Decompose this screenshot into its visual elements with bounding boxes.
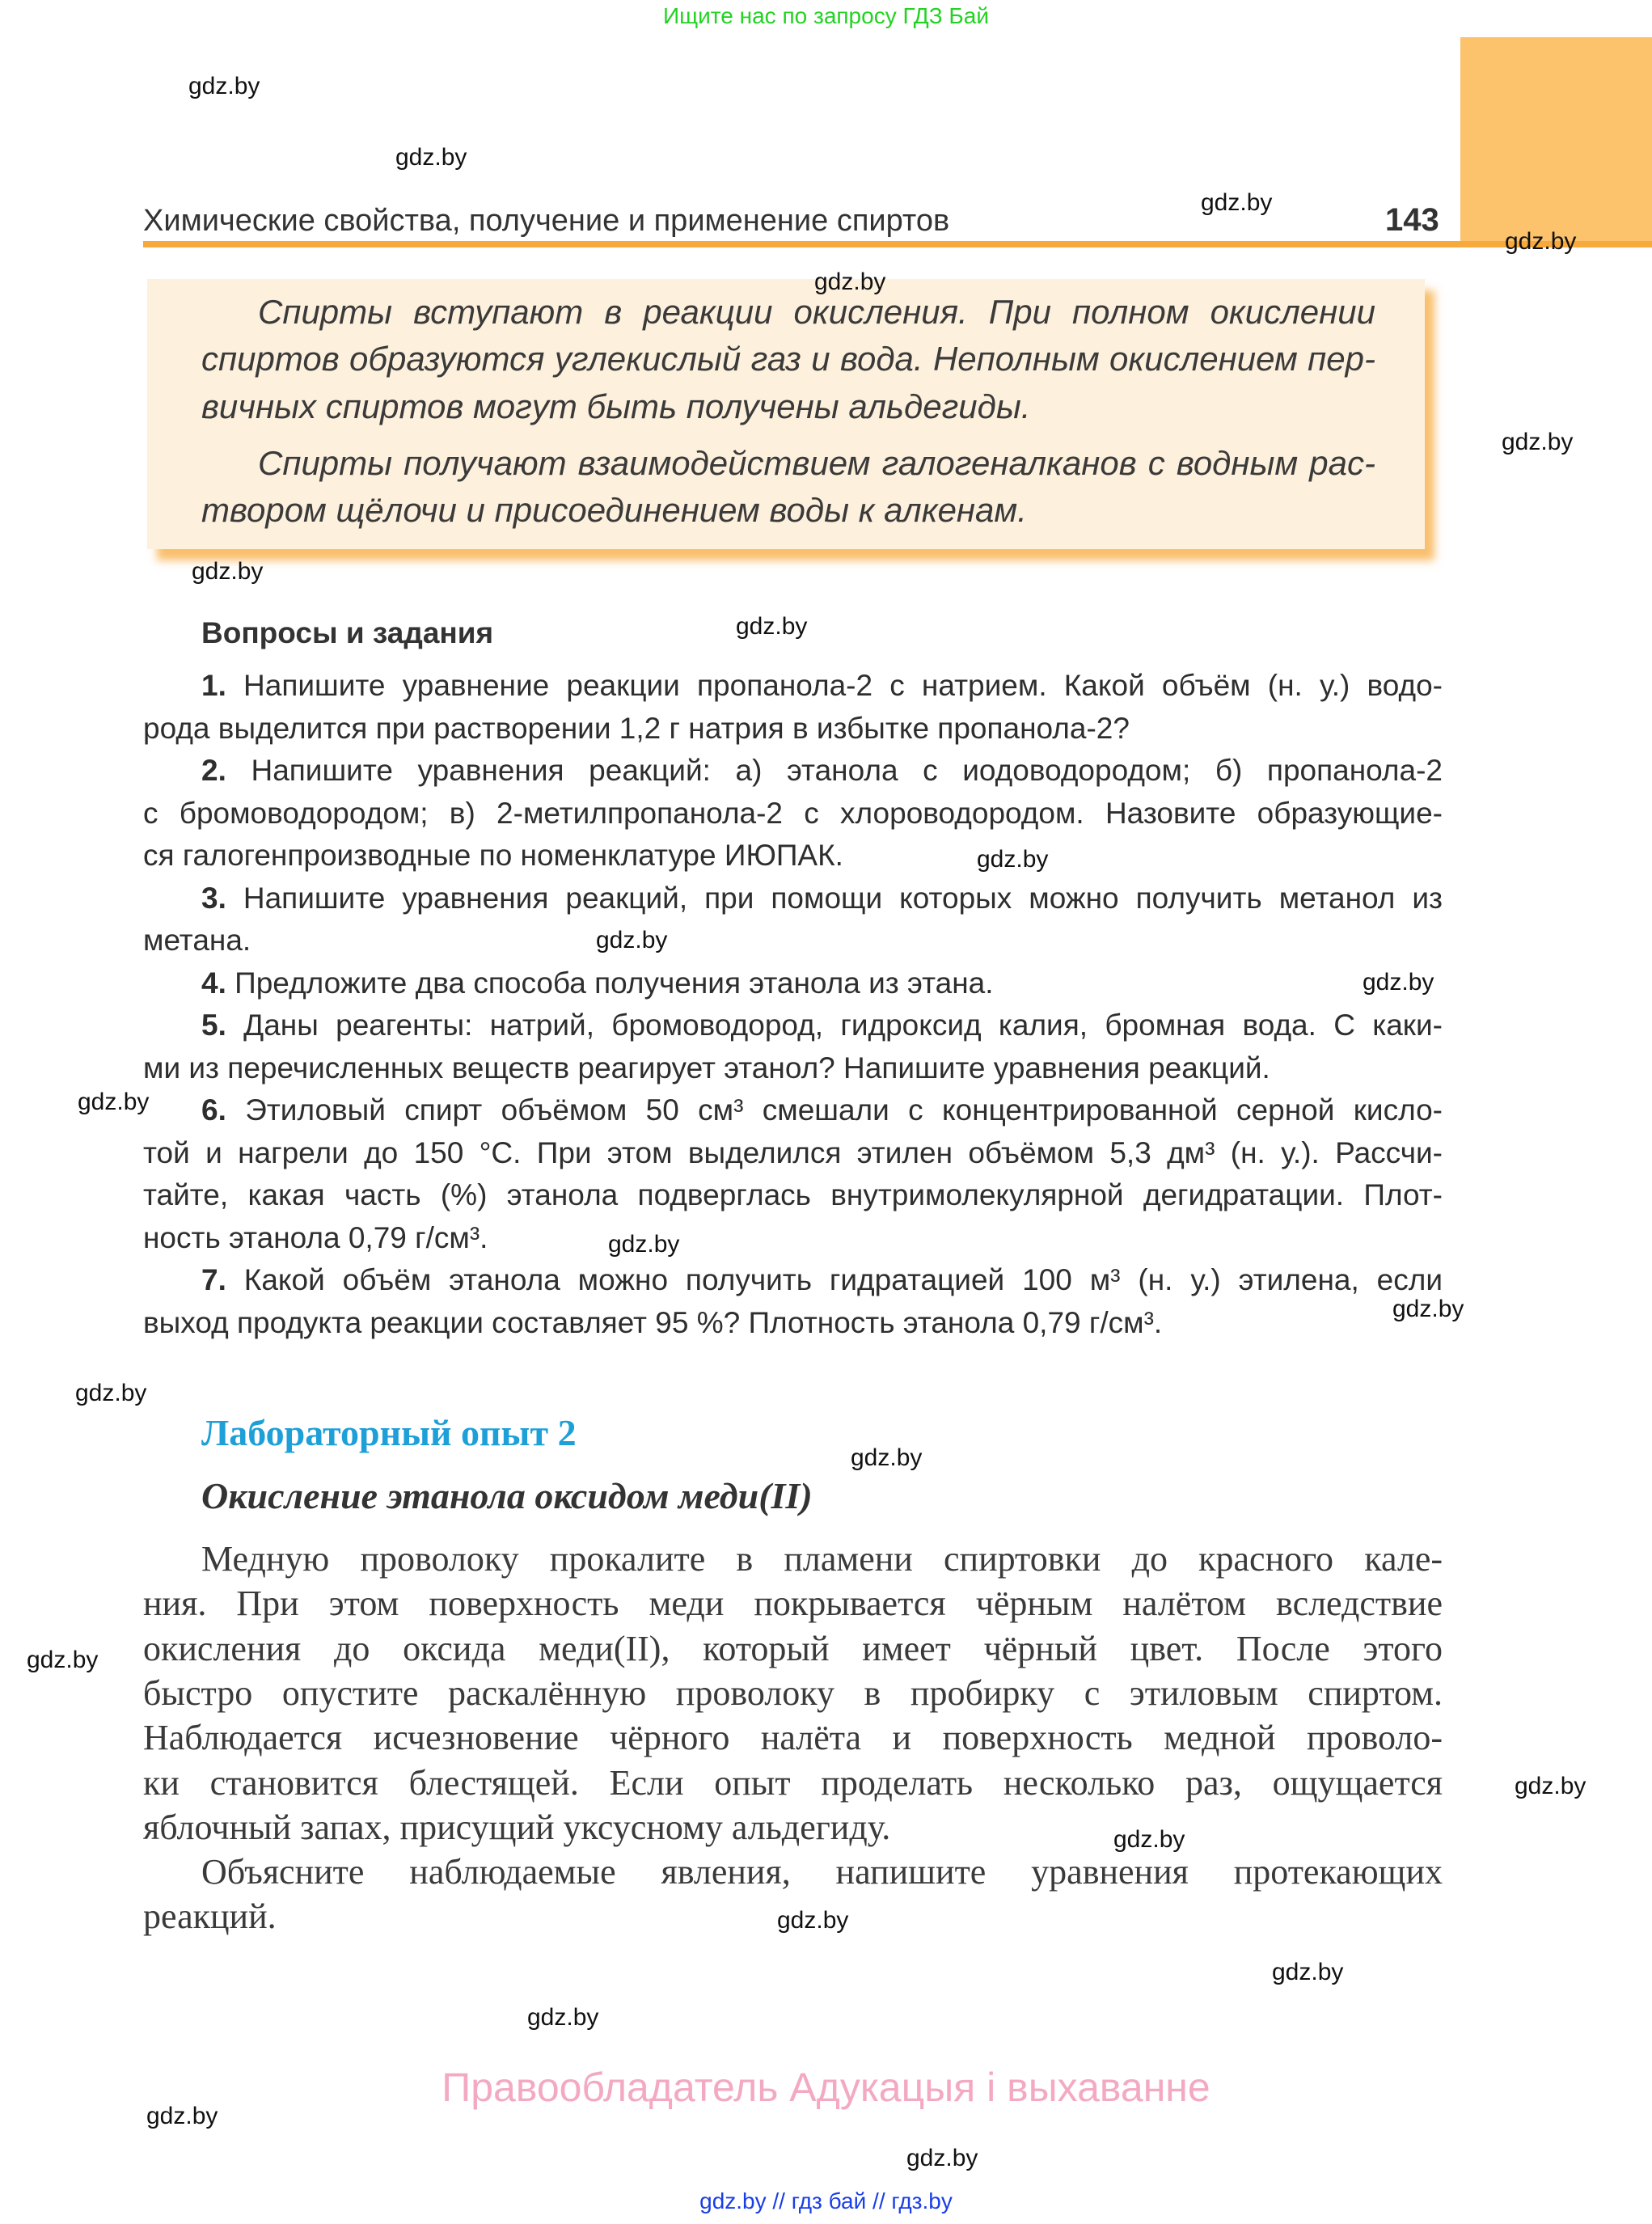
watermark: gdz.by xyxy=(851,1444,923,1471)
lab-line: реакций. xyxy=(143,1896,277,1937)
lab-title: Лабораторный опыт 2 xyxy=(201,1412,577,1453)
watermark: gdz.by xyxy=(1505,228,1577,255)
question-text-line: ми из перечисленных веществ реагирует этанол? Напишите уравнения реакций. xyxy=(143,1051,1270,1085)
watermark: gdz.by xyxy=(395,144,467,171)
watermark: gdz.by xyxy=(1515,1773,1587,1799)
question-text: Напишите уравнения реакций, при помощи которых можно получить метанол из xyxy=(243,881,1443,915)
question-item xyxy=(201,665,1443,708)
watermark: gdz.by xyxy=(1363,969,1434,996)
question-text-line: той и нагрели до 150 °C. При этом выделился этилен объёмом 5,3 дм³ (н. у.). Рассчи- xyxy=(143,1135,1443,1169)
question-text-line: тайте, какая часть (%) этанола подверглась внутримолекулярной дегидратации. Плот- xyxy=(143,1178,1443,1211)
summary-line: твором щёлочи и присоединением воды к алкенам. xyxy=(201,491,1027,529)
watermark: gdz.by xyxy=(608,1231,680,1258)
question-number: 6. xyxy=(201,1093,226,1127)
summary-line: спиртов образуются углекислый газ и вода. Неполным окислением пер- xyxy=(201,340,1375,378)
question-text-line: ся галогенпроизводные по номенклатуре ИЮПАК. xyxy=(143,839,843,872)
lab-line: быстро опустите раскалённую проволоку в пробирку с этиловым спиртом. xyxy=(143,1672,1443,1713)
question-text-line: ность этанола 0,79 г/см³. xyxy=(143,1220,488,1254)
watermark: gdz.by xyxy=(78,1089,150,1115)
lab-line: Медную проволоку прокалите в пламени спиртовки до красного кале- xyxy=(201,1539,1443,1579)
header-divider xyxy=(143,241,1652,247)
watermark: gdz.by xyxy=(1392,1296,1464,1322)
watermark: gdz.by xyxy=(814,268,886,295)
watermark: gdz.by xyxy=(1502,429,1574,455)
lab-line: ния. При этом поверхность меди покрывается чёрным налётом вследствие xyxy=(143,1583,1443,1624)
question-text: Этиловый спирт объёмом 50 см³ смешали с концентрированной серной кисло- xyxy=(245,1093,1443,1127)
watermark: gdz.by xyxy=(192,558,264,585)
summary-line: Спирты вступают в реакции окисления. При полном окислении xyxy=(258,293,1375,331)
watermark: gdz.by xyxy=(777,1907,849,1934)
question-number: 1. xyxy=(201,669,226,702)
lab-subtitle: Окисление этанола оксидом меди(II) xyxy=(201,1475,813,1516)
question-text-line: рода выделится при растворении 1,2 г натрия в избытке пропанола-2? xyxy=(143,711,1130,745)
question-number: 7. xyxy=(201,1263,226,1296)
watermark: gdz.by xyxy=(596,927,668,953)
watermark: gdz.by xyxy=(527,2004,599,2031)
question-text-line: метана. xyxy=(143,924,251,957)
page-corner-tab xyxy=(1460,37,1652,244)
watermark: gdz.by xyxy=(75,1380,147,1406)
question-item xyxy=(201,1089,1443,1132)
watermark: gdz.by xyxy=(1113,1826,1185,1853)
question-text-line: с бромоводородом; в) 2-метилпропанола-2 с хлороводородом. Назовите образующие- xyxy=(143,796,1443,830)
watermark: gdz.by xyxy=(27,1647,99,1673)
question-item xyxy=(201,962,1443,1005)
lab-line: яблочный запах, присущий уксусному альдегиду. xyxy=(143,1807,891,1847)
question-text: Даны реагенты: натрий, бромоводород, гидроксид калия, бромная вода. С каки- xyxy=(243,1008,1443,1042)
top-banner: Ищите нас по запросу ГДЗ Бай xyxy=(662,3,990,28)
question-text: Напишите уравнения реакций: а) этанола с иодоводородом; б) пропанола-2 xyxy=(251,754,1443,787)
watermark: gdz.by xyxy=(146,2103,218,2129)
question-number: 3. xyxy=(201,881,226,915)
watermark: gdz.by xyxy=(1272,1959,1344,1985)
footer-links[interactable]: gdz.by // гдз бай // гдз.by xyxy=(699,2188,953,2213)
lab-line: окисления до оксида меди(II), который имеет чёрный цвет. После этого xyxy=(143,1628,1443,1668)
watermark: gdz.by xyxy=(188,73,260,99)
watermark: gdz.by xyxy=(1201,189,1273,216)
question-text: Какой объём этанола можно получить гидратацией 100 м³ (н. у.) этилена, если xyxy=(243,1263,1443,1296)
summary-line: Спирты получают взаимодействием галогеналканов с водным рас- xyxy=(258,444,1375,482)
question-number: 4. xyxy=(201,966,226,1000)
watermark: gdz.by xyxy=(906,2145,978,2171)
watermark: gdz.by xyxy=(736,613,808,640)
running-header-title: Химические свойства, получение и применение спиртов xyxy=(143,204,950,238)
question-item xyxy=(201,1259,1443,1302)
question-item xyxy=(201,877,1443,920)
questions-heading: Вопросы и задания xyxy=(201,616,494,649)
summary-line: вичных спиртов могут быть получены альдегиды. xyxy=(201,387,1031,425)
watermark: gdz.by xyxy=(977,846,1049,873)
question-text: Предложите два способа получения этанола из этана. xyxy=(234,966,994,1000)
lab-line: Наблюдается исчезновение чёрного налёта и поверхность медной проволо- xyxy=(143,1718,1443,1758)
question-item xyxy=(201,1004,1443,1047)
question-text: Напишите уравнение реакции пропанола-2 с натрием. Какой объём (н. у.) водо- xyxy=(243,669,1443,702)
lab-line: Объясните наблюдаемые явления, напишите уравнения протекающих xyxy=(201,1852,1443,1892)
rights-holder-notice: Правообладатель Адукацыя і выхаванне xyxy=(442,2065,1210,2110)
question-number: 5. xyxy=(201,1008,226,1042)
question-number: 2. xyxy=(201,754,226,787)
question-text-line: выход продукта реакции составляет 95 %? Плотность этанола 0,79 г/см³. xyxy=(143,1305,1163,1339)
page-number: 143 xyxy=(1385,202,1439,238)
question-item xyxy=(201,750,1443,793)
lab-line: ки становится блестящей. Если опыт проделать несколько раз, ощущается xyxy=(143,1762,1443,1803)
